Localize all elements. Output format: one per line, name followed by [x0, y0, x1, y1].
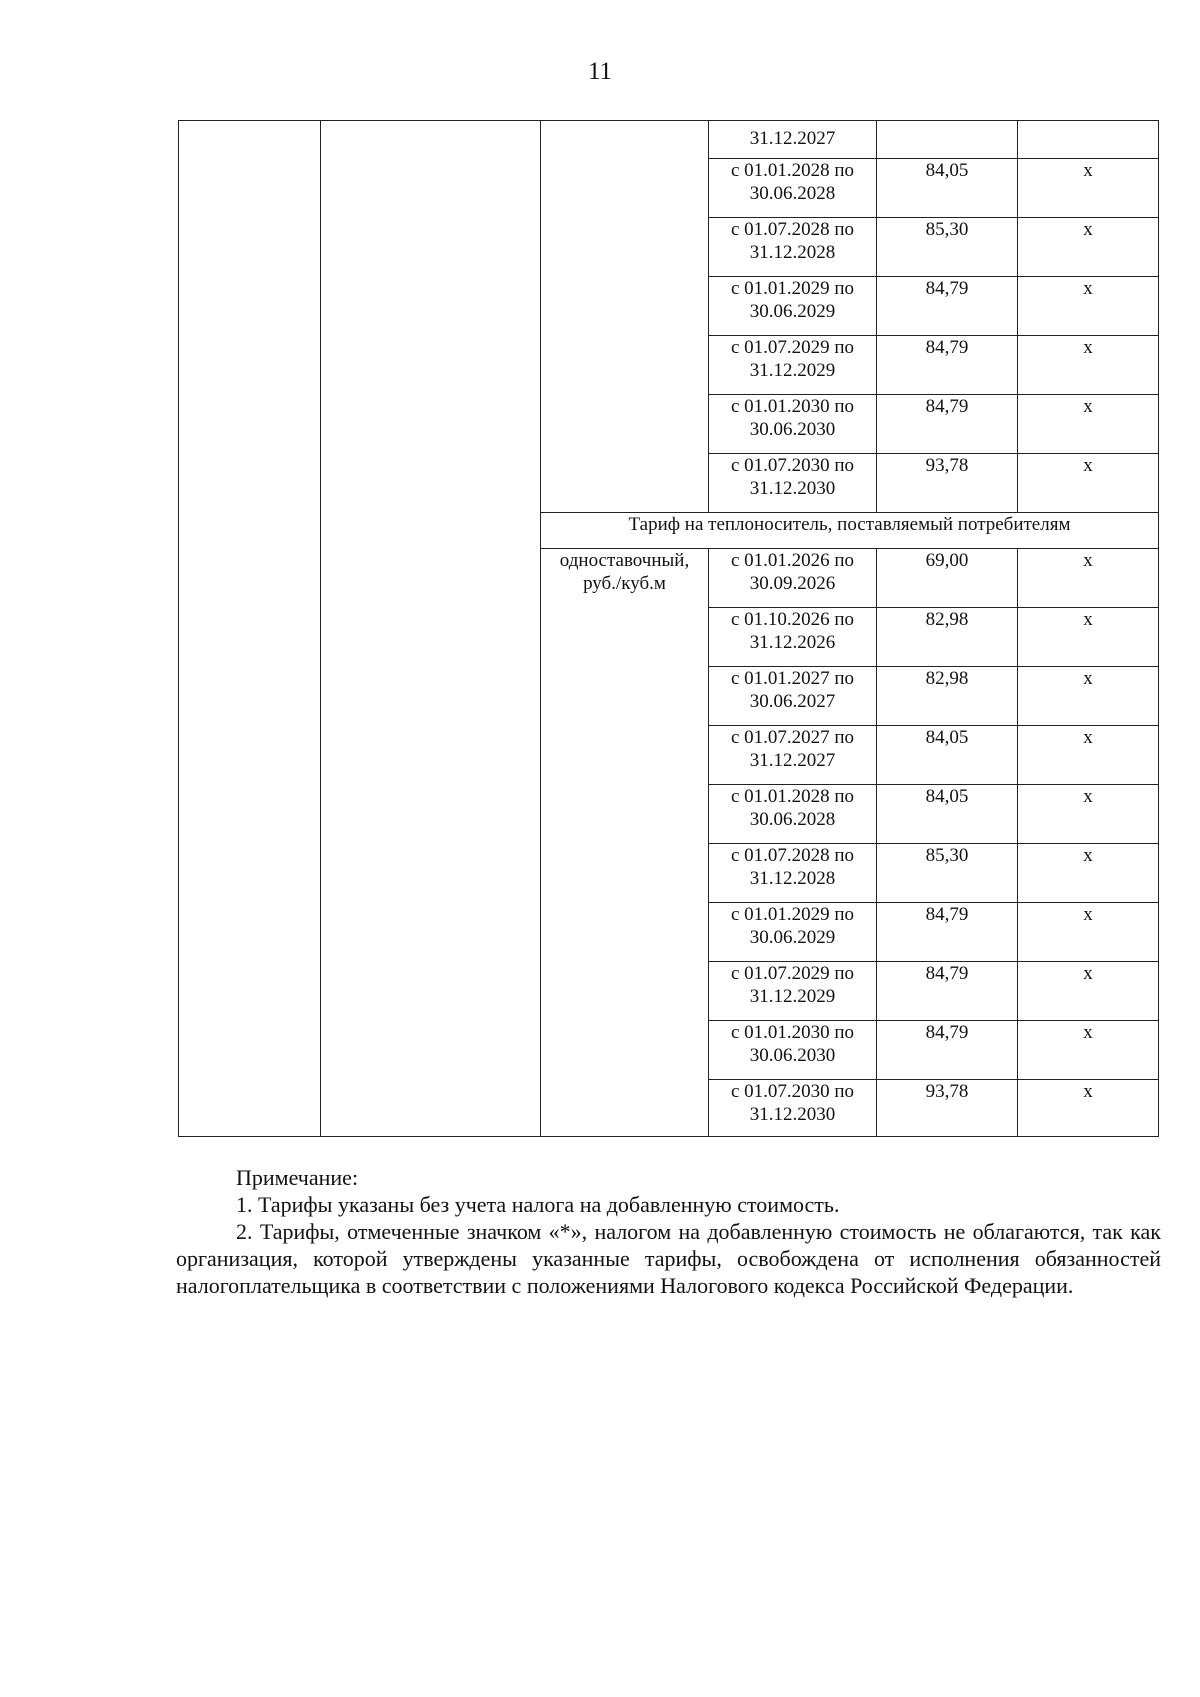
period-from: с 01.07.2030 по — [730, 455, 855, 476]
value-cell: 84,79 — [877, 277, 1018, 336]
period-to: 31.12.2030 — [749, 1104, 836, 1125]
period-to: 31.12.2026 — [749, 632, 836, 653]
value-cell: 84,79 — [877, 336, 1018, 395]
period-from: с 01.01.2029 по — [730, 278, 855, 299]
value-cell: 84,05 — [877, 159, 1018, 218]
period-from: с 01.01.2027 по — [730, 668, 855, 689]
period-to: 30.06.2029 — [749, 927, 836, 948]
period-cell — [709, 277, 877, 336]
mark-cell: х — [1018, 336, 1159, 395]
value-cell: 84,05 — [877, 785, 1018, 844]
period-to: 30.09.2026 — [749, 573, 836, 594]
mark-cell: х — [1018, 962, 1159, 1021]
period-to: 31.12.2027 — [749, 750, 836, 771]
table-row — [179, 121, 1159, 159]
value-cell: 85,30 — [877, 844, 1018, 903]
period-to: 30.06.2028 — [749, 809, 836, 830]
value-cell: 82,98 — [877, 608, 1018, 667]
column-1-blank-cell — [179, 121, 321, 1137]
period-cell — [709, 1021, 877, 1080]
mark-cell: х — [1018, 608, 1159, 667]
period-cell — [709, 667, 877, 726]
period-cell — [709, 785, 877, 844]
value-cell: 84,79 — [877, 1021, 1018, 1080]
value-cell: 93,78 — [877, 1080, 1018, 1137]
value-cell — [877, 121, 1018, 159]
mark-cell: х — [1018, 1080, 1159, 1137]
value-cell: 93,78 — [877, 454, 1018, 513]
period-from: с 01.01.2029 по — [730, 904, 855, 925]
period-cell — [709, 608, 877, 667]
period-from: с 01.07.2028 по — [730, 845, 855, 866]
period-from: с 01.07.2029 по — [730, 963, 855, 984]
notes-heading: Примечание: — [236, 1165, 359, 1190]
value-cell: 84,79 — [877, 395, 1018, 454]
tariff-table — [178, 120, 1159, 1137]
value-cell: 85,30 — [877, 218, 1018, 277]
mark-cell: х — [1018, 844, 1159, 903]
column-2-blank-cell — [321, 121, 541, 1137]
value-cell: 84,05 — [877, 726, 1018, 785]
mark-cell: х — [1018, 726, 1159, 785]
value-cell: 84,79 — [877, 962, 1018, 1021]
period-cell — [709, 962, 877, 1021]
value-cell: 82,98 — [877, 667, 1018, 726]
period-from: с 01.01.2030 по — [730, 1022, 855, 1043]
period-cell — [709, 454, 877, 513]
section-title: Тариф на теплоноситель, поставляемый потребителям — [541, 513, 1159, 549]
mark-cell: х — [1018, 903, 1159, 962]
period-from: с 01.07.2029 по — [730, 337, 855, 358]
period-to: 31.12.2028 — [749, 868, 836, 889]
period-cell — [709, 549, 877, 608]
value-cell: 84,79 — [877, 903, 1018, 962]
period-cell — [709, 844, 877, 903]
page-number: 11 — [587, 58, 613, 85]
period-to: 31.12.2030 — [749, 478, 836, 499]
mark-cell: х — [1018, 454, 1159, 513]
mark-cell: х — [1018, 667, 1159, 726]
period-cell — [709, 159, 877, 218]
period-to: 30.06.2030 — [749, 419, 836, 440]
period-to: 31.12.2029 — [749, 986, 836, 1007]
tariff-unit-label: руб./куб.м — [583, 573, 666, 594]
mark-cell: х — [1018, 159, 1159, 218]
period-from: с 01.07.2030 по — [730, 1081, 855, 1102]
mark-cell: х — [1018, 395, 1159, 454]
period-to: 31.12.2028 — [749, 242, 836, 263]
period-to: 30.06.2030 — [749, 1045, 836, 1066]
period-to: 30.06.2028 — [749, 183, 836, 204]
period-to: 31.12.2027 — [749, 128, 836, 149]
tariff-type-label: одноставочный, — [559, 550, 690, 571]
notes-section — [176, 1164, 1161, 1299]
note-item: 2. Тарифы, отмеченные значком «*», налогом на добавленную стоимость не облагаются, так как организация, которой утверждены указанные тарифы, освобождена от исполнения обязанностей налогоплательщика в соответствии с положениями Налогового кодекса Российской Федерации. — [176, 1219, 1161, 1298]
period-to: 30.06.2027 — [749, 691, 836, 712]
value-cell: 69,00 — [877, 549, 1018, 608]
period-cell — [709, 395, 877, 454]
period-to: 30.06.2029 — [749, 301, 836, 322]
period-cell — [709, 903, 877, 962]
period-from: с 01.07.2028 по — [730, 219, 855, 240]
period-cell — [709, 336, 877, 395]
column-3-blank-cell — [541, 121, 709, 513]
period-from: с 01.01.2028 по — [730, 786, 855, 807]
mark-cell — [1018, 121, 1159, 159]
period-cell — [709, 218, 877, 277]
period-cell — [709, 1080, 877, 1137]
mark-cell: х — [1018, 1021, 1159, 1080]
period-cell — [709, 121, 877, 159]
period-to: 31.12.2029 — [749, 360, 836, 381]
period-from: с 01.07.2027 по — [730, 727, 855, 748]
tariff-type-cell — [541, 549, 709, 1137]
period-from: с 01.01.2026 по — [730, 550, 855, 571]
period-from: с 01.01.2030 по — [730, 396, 855, 417]
mark-cell: х — [1018, 785, 1159, 844]
period-cell — [709, 726, 877, 785]
period-from: с 01.10.2026 по — [730, 609, 855, 630]
mark-cell: х — [1018, 218, 1159, 277]
note-item: 1. Тарифы указаны без учета налога на добавленную стоимость. — [236, 1192, 840, 1217]
period-from: с 01.01.2028 по — [730, 160, 855, 181]
mark-cell: х — [1018, 277, 1159, 336]
mark-cell: х — [1018, 549, 1159, 608]
